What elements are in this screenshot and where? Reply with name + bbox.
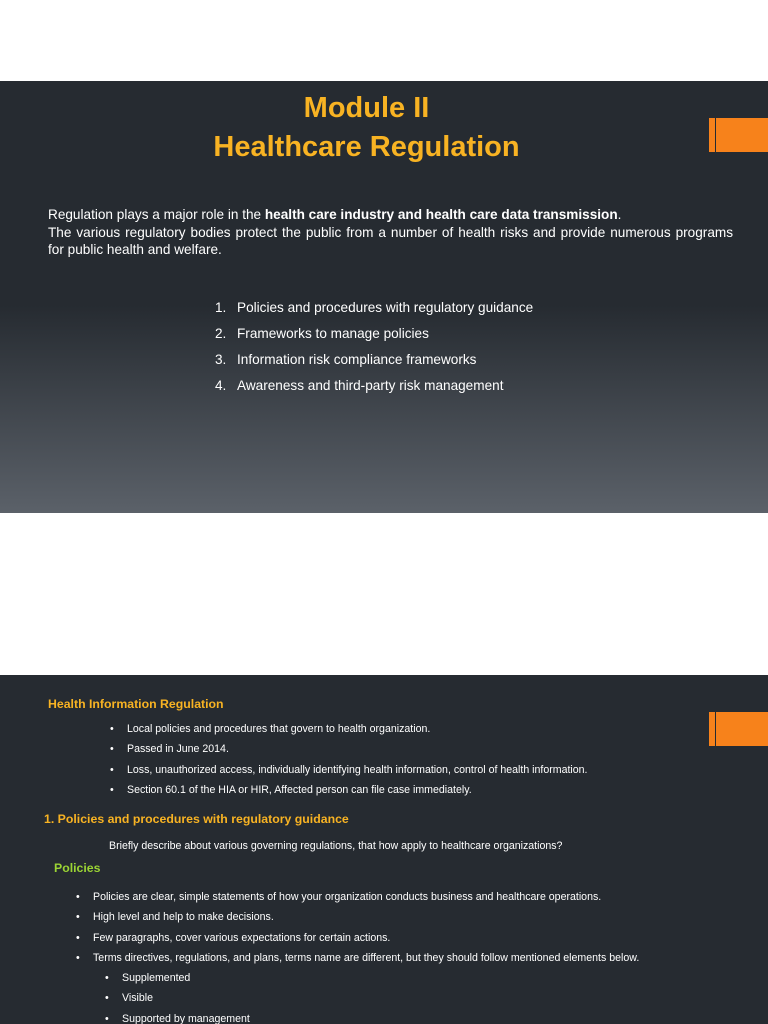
list-item: [76, 887, 639, 907]
bullet-text: Supplemented: [122, 972, 191, 984]
bullet-text: Section 60.1 of the HIA or HIR, Affected person can file case immediately.: [127, 783, 472, 796]
topic-number: 3.: [215, 352, 227, 367]
intro-text-end: .: [617, 207, 622, 222]
topics-list: [215, 295, 533, 399]
topic-number: 1.: [215, 300, 227, 315]
topic-text: Information risk compliance frameworks: [237, 352, 477, 367]
bullet-icon: •: [105, 992, 109, 1005]
bullet-icon: •: [105, 972, 109, 984]
bullet-icon: •: [110, 763, 114, 776]
bullet-text: Passed in June 2014.: [127, 743, 229, 756]
list-item: [110, 780, 588, 800]
list-item: [105, 1009, 250, 1024]
bullet-text: Local policies and procedures that govern to health organization.: [127, 723, 431, 735]
list-item: [76, 907, 639, 927]
policies-heading: Policies: [54, 861, 101, 875]
list-item: [105, 988, 250, 1008]
bullet-icon: •: [76, 911, 80, 924]
bullet-icon: •: [105, 1012, 109, 1024]
intro-bold-text: health care industry and health care data transmission: [264, 207, 618, 222]
bullet-icon: •: [76, 931, 80, 944]
intro-text-start: Regulation plays a major role in the: [48, 207, 265, 222]
topic-item: [215, 373, 533, 399]
topic-number: 2.: [215, 326, 227, 341]
title-line-2: Healthcare Regulation: [213, 131, 520, 163]
topic-text: Policies and procedures with regulatory guidance: [237, 300, 534, 315]
bullet-icon: •: [110, 783, 114, 796]
bullet-text: Supported by management: [122, 1012, 250, 1024]
list-item: [105, 968, 250, 988]
intro-second-line: The various regulatory bodies protect the public from a number of health risks and provide numerous programs for public health and welfare.: [48, 224, 733, 257]
accent-bar-decoration: [716, 712, 768, 746]
section-intro: Briefly describe about various governing regulations, that how apply to healthcare organizations?: [109, 840, 563, 852]
policies-bullet-list: [76, 887, 640, 968]
slide-title: [0, 89, 733, 167]
topic-item: [215, 295, 533, 321]
intro-paragraph: [48, 206, 733, 259]
sub-bullet-list: [105, 968, 250, 1024]
hir-bullet-list: [110, 719, 588, 800]
bullet-text: Policies are clear, simple statements of how your organization conducts business and healthcare operations.: [93, 891, 602, 903]
topic-item: [215, 347, 533, 373]
accent-line-decoration: [709, 712, 715, 746]
topic-number: 4.: [215, 378, 227, 393]
slide-module-ii: [0, 81, 768, 513]
list-item: [110, 760, 588, 780]
list-item: [110, 739, 588, 759]
list-item: [110, 719, 588, 739]
bullet-text: Few paragraphs, cover various expectations for certain actions.: [93, 931, 391, 944]
bullet-icon: •: [110, 743, 114, 756]
bullet-text: Terms directives, regulations, and plans, terms name are different, but they should follow mentioned elements below.: [93, 951, 640, 964]
topic-text: Frameworks to manage policies: [237, 326, 429, 341]
list-item: [76, 948, 640, 968]
title-line-1: Module II: [303, 92, 430, 124]
bullet-icon: •: [76, 891, 80, 903]
section-heading: 1. Policies and procedures with regulatory guidance: [44, 812, 349, 826]
bullet-icon: •: [110, 723, 114, 735]
list-item: [76, 928, 639, 948]
hir-heading: Health Information Regulation: [48, 697, 224, 711]
bullet-text: High level and help to make decisions.: [93, 911, 274, 924]
bullet-text: Loss, unauthorized access, individually identifying health information, control of health information.: [127, 763, 588, 776]
bullet-icon: •: [76, 951, 80, 964]
topic-text: Awareness and third-party risk management: [237, 378, 504, 393]
bullet-text: Visible: [122, 992, 154, 1005]
topic-item: [215, 321, 533, 347]
slide-health-information-regulation: [0, 675, 768, 1024]
